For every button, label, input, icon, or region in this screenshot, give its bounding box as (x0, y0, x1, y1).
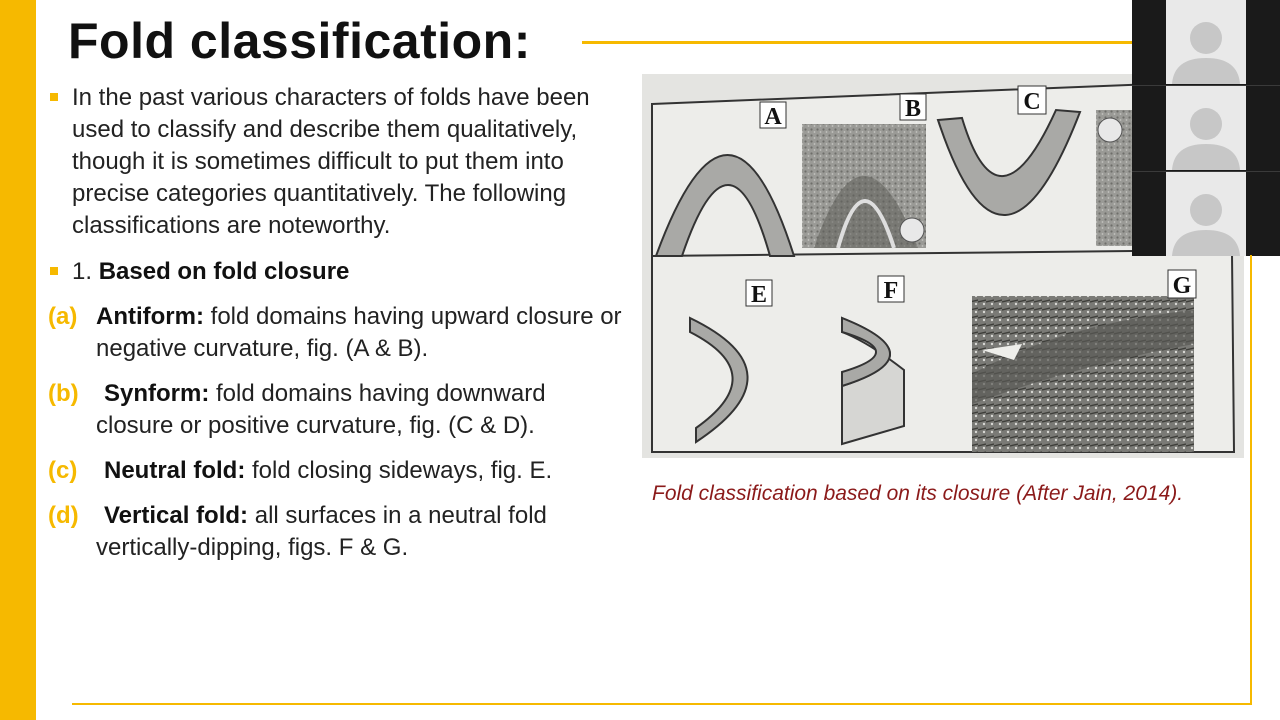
section-title: Based on fold closure (98, 258, 350, 285)
person-silhouette-icon (1166, 86, 1246, 170)
slide-title: Fold classification: (68, 13, 531, 69)
item-text: fold domains having upward closure or negative curvature, fig. (A & B). (96, 303, 622, 362)
participant-video-strip (1132, 0, 1280, 256)
item-text: all surfaces in a neutral fold vertically-dipping, figs. F & G. (96, 502, 547, 561)
list-item (48, 378, 628, 442)
list-item (48, 301, 628, 365)
title-underline (582, 41, 1142, 44)
item-term: Synform: (104, 380, 210, 407)
participant-tile[interactable] (1166, 172, 1246, 256)
frame-right-line (1250, 255, 1252, 705)
bullet-icon (50, 93, 58, 101)
person-silhouette-icon (1166, 172, 1246, 256)
label-f: F (883, 278, 899, 304)
accent-sidebar (0, 0, 36, 720)
figure-caption: Fold classification based on its closure (After Jain, 2014). (652, 482, 1184, 505)
slide-body (48, 82, 628, 564)
list-item (48, 455, 628, 487)
participant-tile[interactable] (1166, 86, 1246, 170)
frame-bottom-line (72, 703, 1252, 705)
participant-tile[interactable] (1166, 0, 1246, 84)
intro-text: In the past various characters of folds have been used to classify and describe them qualitatively, though it is sometimes difficult to put them into precise categories quantitatively. The following classifications are noteworthy. (72, 84, 590, 239)
section-bullet (48, 256, 628, 288)
item-label: (a) (48, 303, 78, 330)
item-text: fold domains having downward closure or positive curvature, fig. (C & D). (96, 380, 546, 439)
item-label: (b) (48, 380, 79, 407)
section-number: 1. (72, 258, 93, 285)
list-item (48, 500, 628, 564)
label-a: A (764, 104, 782, 130)
item-term: Vertical fold: (104, 502, 249, 529)
item-term: Neutral fold: (104, 457, 246, 484)
label-e: E (750, 282, 768, 308)
intro-bullet (48, 82, 628, 242)
item-label: (d) (48, 502, 79, 529)
label-g: G (1172, 273, 1192, 299)
label-b: B (904, 96, 922, 122)
label-c: C (1023, 89, 1041, 115)
item-text: fold closing sideways, fig. E. (252, 457, 553, 484)
person-silhouette-icon (1166, 0, 1246, 84)
item-label: (c) (48, 457, 78, 484)
item-term: Antiform: (96, 303, 204, 330)
bullet-icon (50, 267, 58, 275)
